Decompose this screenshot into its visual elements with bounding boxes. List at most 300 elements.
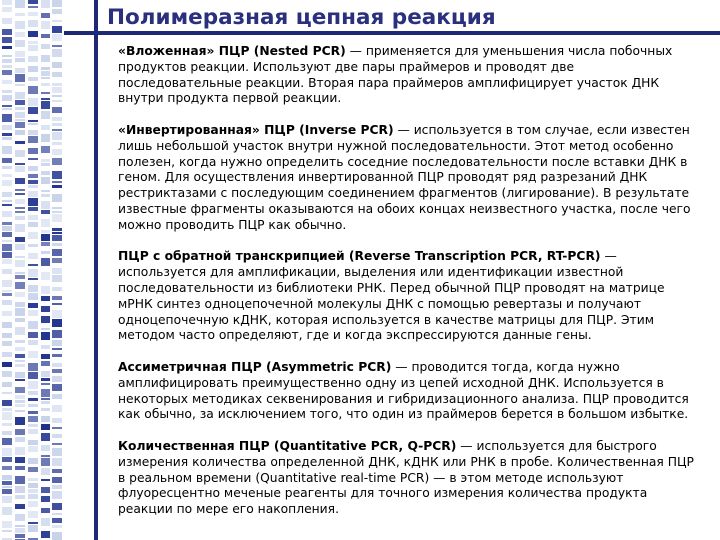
- gel-band: [52, 123, 62, 126]
- gel-band: [52, 477, 62, 483]
- gel-band: [52, 129, 62, 131]
- gel-band: [2, 200, 12, 202]
- gel-band: [41, 134, 50, 142]
- gel-band: [28, 191, 38, 197]
- gel-band: [15, 400, 25, 403]
- gel-band: [15, 244, 25, 250]
- gel-band: [52, 142, 62, 145]
- section-rt-pcr: [118, 249, 698, 344]
- section-text: — используется в том случае, если известен лишь небольшой участок внутри нужной последовательности. Этот метод особенно полезен, когда нужно определить соседние последовательности после вставки ДНК в геном. Для осуществления инвертированной ПЦР проводят ряд разрезаний ДНК рестриктазами с последующим соединением фрагментов (лигирование). В результате известные фрагменты оказываются на обоих концах неизвестного участка, после чего можно проводить ПЦР как обычно.: [118, 122, 691, 232]
- gel-band: [52, 34, 62, 41]
- gel-band: [2, 362, 12, 367]
- gel-band: [2, 507, 12, 515]
- gel-band: [52, 9, 62, 14]
- gel-band: [41, 354, 50, 359]
- gel-band: [41, 219, 50, 227]
- gel-band: [2, 252, 12, 258]
- gel-band: [15, 466, 25, 470]
- gel-band: [28, 56, 38, 62]
- gel-band: [15, 476, 25, 484]
- gel-band: [15, 68, 25, 73]
- gel-band: [2, 475, 12, 480]
- gel-band: [15, 302, 25, 307]
- dna-gel-decoration: [0, 0, 64, 540]
- gel-band: [52, 185, 62, 188]
- gel-band: [15, 260, 25, 267]
- gel-band: [41, 455, 50, 457]
- gel-band: [2, 80, 12, 84]
- gel-band: [41, 177, 50, 184]
- gel-band: [2, 174, 12, 177]
- gel-band: [2, 146, 12, 154]
- gel-band: [2, 37, 12, 43]
- gel-band: [52, 20, 62, 22]
- gel-band: [15, 372, 25, 378]
- gel-band: [28, 86, 38, 94]
- gel-band: [15, 130, 25, 135]
- section-term: «Вложенная» ПЦР (Nested PCR): [118, 44, 346, 58]
- gel-band: [41, 0, 50, 8]
- gel-band: [2, 311, 12, 316]
- gel-band: [52, 268, 62, 274]
- gel-band: [15, 528, 25, 533]
- gel-band: [41, 163, 50, 166]
- gel-band: [15, 141, 25, 144]
- gel-band: [28, 332, 38, 338]
- gel-band: [41, 316, 50, 323]
- gel-band: [15, 364, 25, 367]
- gel-band: [28, 174, 38, 178]
- gel-band: [41, 487, 50, 493]
- gel-band: [52, 45, 62, 47]
- gel-band: [15, 387, 25, 393]
- gel-band: [41, 272, 50, 280]
- gel-band: [52, 149, 62, 155]
- gel-band: [52, 518, 62, 523]
- gel-band: [52, 83, 62, 86]
- gel-band: [28, 107, 38, 114]
- gel-band: [28, 494, 38, 499]
- gel-band: [15, 211, 25, 213]
- gel-band: [15, 256, 25, 258]
- gel-band: [15, 379, 25, 381]
- gel-band: [2, 133, 12, 136]
- gel-band: [15, 40, 25, 47]
- content-body: [118, 44, 698, 534]
- gel-band: [2, 457, 12, 462]
- gel-band: [52, 62, 62, 68]
- gel-band: [41, 201, 50, 209]
- gel-band: [41, 433, 50, 441]
- gel-band: [15, 410, 25, 412]
- gel-band: [41, 398, 50, 400]
- gel-band: [2, 448, 12, 456]
- gel-band: [28, 98, 38, 106]
- gel-band: [41, 44, 50, 49]
- section-asymmetric-pcr: [118, 360, 698, 423]
- gel-band: [2, 322, 12, 328]
- section-quantitative-pcr: [118, 439, 698, 518]
- gel-band: [2, 259, 12, 264]
- gel-band: [28, 440, 38, 445]
- gel-band: [41, 67, 50, 70]
- section-term: «Инвертированная» ПЦР (Inverse PCR): [118, 122, 394, 137]
- gel-band: [2, 438, 12, 445]
- gel-band: [15, 486, 25, 493]
- gel-band: [52, 296, 62, 300]
- gel-band: [52, 243, 62, 246]
- gel-band: [52, 181, 62, 183]
- gel-band: [52, 434, 62, 438]
- gel-band: [28, 166, 38, 171]
- gel-band: [41, 71, 50, 76]
- gel-band: [15, 122, 25, 128]
- gel-band: [2, 486, 12, 488]
- gel-band: [41, 345, 50, 349]
- gel-band: [41, 361, 50, 366]
- gel-band: [2, 137, 12, 140]
- gel-band: [41, 111, 50, 119]
- section-term: Количественная ПЦР (Quantitative PCR, Q-PCR): [118, 438, 457, 453]
- gel-band: [2, 18, 12, 24]
- gel-band: [28, 398, 38, 401]
- gel-band: [52, 319, 62, 327]
- gel-band: [15, 178, 25, 184]
- gel-band: [2, 481, 12, 485]
- section-text: — применяется для уменьшения числа побочных продуктов реакции. Используют две пары праймеров и проводят две последовательные реакции. Вторая пара праймеров амплифицирует участок ДНК внутри продукта первой реакции.: [118, 44, 673, 106]
- gel-band: [28, 148, 38, 154]
- gel-band: [2, 530, 12, 532]
- gel-band: [28, 310, 38, 316]
- gel-band: [15, 525, 25, 527]
- gel-band: [15, 347, 25, 351]
- gel-band: [41, 332, 50, 340]
- gel-band: [41, 21, 50, 29]
- gel-band: [15, 74, 25, 82]
- gel-band: [28, 424, 38, 427]
- gel-band: [15, 308, 25, 316]
- gel-band: [41, 34, 50, 38]
- gel-band: [15, 275, 25, 279]
- gel-band: [2, 59, 12, 63]
- gel-band: [41, 401, 50, 404]
- gel-band: [15, 327, 25, 335]
- gel-band: [2, 226, 12, 231]
- gel-band: [28, 501, 38, 507]
- gel-band: [2, 125, 12, 130]
- gel-band: [28, 0, 38, 4]
- gel-band: [15, 340, 25, 343]
- gel-band: [2, 240, 12, 242]
- page-title: Полимеразная цепная реакция: [107, 5, 496, 30]
- gel-band: [15, 514, 25, 521]
- gel-band: [2, 412, 12, 420]
- gel-band: [15, 51, 25, 57]
- gel-band: [2, 293, 12, 296]
- gel-band: [2, 371, 12, 377]
- gel-band: [52, 287, 62, 291]
- gel-band: [52, 525, 62, 528]
- gel-band: [15, 429, 25, 435]
- gel-band: [2, 280, 12, 287]
- gel-band: [15, 457, 25, 463]
- gel-band: [15, 0, 25, 8]
- gel-band: [28, 381, 38, 389]
- gel-band: [15, 216, 25, 220]
- gel-band: [41, 194, 50, 197]
- gel-band: [15, 58, 25, 62]
- gel-band: [2, 400, 12, 406]
- gel-band: [52, 158, 62, 165]
- gel-band: [15, 318, 25, 322]
- section-term: Ассиметричная ПЦР (Asymmetric PCR): [118, 359, 392, 374]
- gel-band: [28, 293, 38, 300]
- gel-band: [52, 405, 62, 412]
- gel-band: [15, 395, 25, 399]
- gel-band: [52, 513, 62, 515]
- gel-band: [41, 146, 50, 153]
- gel-band: [41, 125, 50, 130]
- gel-band: [2, 204, 12, 206]
- gel-band: [41, 55, 50, 62]
- gel-band: [28, 489, 38, 493]
- gel-band: [2, 46, 12, 49]
- gel-band: [52, 491, 62, 499]
- gel-band: [52, 348, 62, 350]
- gel-band: [15, 199, 25, 204]
- gel-band: [41, 479, 50, 481]
- gel-band: [41, 458, 50, 466]
- gel-band: [41, 190, 50, 192]
- gel-band: [2, 408, 12, 411]
- vertical-rule: [94, 0, 98, 540]
- gel-band: [15, 534, 25, 538]
- gel-band: [2, 211, 12, 217]
- gel-band: [41, 286, 50, 294]
- gel-band: [52, 258, 62, 263]
- gel-band: [2, 29, 12, 35]
- gel-band: [15, 84, 25, 86]
- gel-band: [15, 272, 25, 274]
- section-text: — используется для амплификации, выделения или идентификации известной последовательности из библиотеки РНК. Перед обычной ПЦР проводят на матрице мРНК синтез одноцепочечной молекулы ДНК с помощью ревертазы и получают одноцепочечную кДНК, которая используется в качестве матрицы для ПЦР. Этим методом часто определяют, где и когда экспрессируются данные гены.: [118, 249, 665, 343]
- gel-band: [28, 467, 38, 472]
- gel-band: [52, 394, 62, 399]
- gel-band: [2, 341, 12, 346]
- section-text: — используется для быстрого измерения количества определенной ДНК, кДНК или РНК в пробе. Количественная ПЦР в реальном времени (Quantitative real-time PCR) — в этом методе используют флуоресцентно меченые реагенты для точного измерения количества продукта реакции по мере его накопления.: [118, 438, 694, 517]
- gel-band: [28, 207, 38, 211]
- gel-band: [15, 404, 25, 407]
- gel-band: [52, 49, 62, 57]
- gel-band: [52, 303, 62, 305]
- gel-band: [52, 458, 62, 466]
- section-nested-pcr: [118, 44, 698, 107]
- gel-band: [15, 207, 25, 209]
- gel-band: [28, 458, 38, 464]
- gel-band: [52, 207, 62, 209]
- gel-band: [41, 531, 50, 538]
- gel-band: [15, 224, 25, 232]
- gel-band: [2, 90, 12, 93]
- gel-band: [2, 114, 12, 122]
- gel-band: [28, 285, 38, 292]
- gel-band: [52, 232, 62, 234]
- gel-band: [41, 230, 50, 233]
- gel-band: [41, 251, 50, 254]
- gel-band: [41, 98, 50, 100]
- gel-band: [28, 511, 38, 518]
- gel-band: [28, 411, 38, 414]
- gel-band: [41, 445, 50, 451]
- gel-band: [41, 77, 50, 79]
- gel-band: [2, 244, 12, 251]
- gel-band: [28, 253, 38, 259]
- gel-band: [15, 447, 25, 455]
- gel-band: [41, 242, 50, 246]
- gel-band: [15, 417, 25, 425]
- gel-band: [28, 66, 38, 72]
- gel-band: [28, 303, 38, 308]
- gel-band: [28, 20, 38, 27]
- gel-band: [41, 83, 50, 86]
- gel-band: [52, 448, 62, 456]
- gel-band: [2, 108, 12, 110]
- gel-band: [28, 278, 38, 280]
- gel-band: [2, 180, 12, 186]
- gel-band: [28, 391, 38, 395]
- gel-band: [28, 158, 38, 160]
- gel-band: [28, 180, 38, 184]
- gel-band: [15, 282, 25, 289]
- gel-band: [2, 7, 12, 12]
- gel-band: [2, 466, 12, 470]
- gel-band: [28, 525, 38, 532]
- gel-band: [15, 189, 25, 191]
- gel-band: [41, 508, 50, 513]
- gel-band: [28, 45, 38, 51]
- gel-band: [28, 416, 38, 422]
- gel-band: [2, 290, 12, 292]
- gel-band: [52, 330, 62, 338]
- gel-band: [28, 31, 38, 37]
- gel-band: [15, 166, 25, 172]
- gel-band: [28, 136, 38, 143]
- gel-band: [15, 119, 25, 121]
- gel-band: [28, 222, 38, 227]
- gel-band: [52, 132, 62, 140]
- gel-band: [52, 310, 62, 318]
- gel-band: [52, 354, 62, 357]
- gel-band: [52, 275, 62, 282]
- gel-band: [28, 522, 38, 524]
- gel-band: [15, 92, 25, 99]
- gel-band: [52, 469, 62, 473]
- gel-band: [52, 87, 62, 93]
- gel-band: [28, 198, 38, 206]
- gel-band: [28, 372, 38, 379]
- gel-band: [15, 237, 25, 242]
- gel-band: [2, 423, 12, 426]
- gel-band: [2, 431, 12, 435]
- gel-band: [41, 296, 50, 301]
- gel-band: [2, 333, 12, 338]
- gel-band: [2, 392, 12, 394]
- section-text: — проводится тогда, когда нужно амплифицировать преимущественно одну из цепей исходной ДНК. Используется в некоторых методиках секвенирования и гибридизационного анализа. ПЦР проводится как обычно, за исключением того, что один из праймеров берется в большом избытке.: [118, 359, 689, 422]
- gel-band: [52, 214, 62, 222]
- gel-band: [28, 120, 38, 122]
- gel-band: [15, 21, 25, 29]
- gel-band: [52, 235, 62, 241]
- gel-band: [2, 192, 12, 197]
- gel-band: [41, 416, 50, 422]
- gel-band: [52, 211, 62, 213]
- section-term: ПЦР с обратной транскрипцией (Reverse Transcription PCR, RT-PCR): [118, 249, 601, 264]
- gel-band: [2, 496, 12, 503]
- gel-band: [2, 158, 12, 163]
- gel-band: [15, 354, 25, 358]
- gel-band: [41, 171, 50, 175]
- gel-band: [41, 159, 50, 162]
- gel-band: [2, 65, 12, 68]
- gel-band: [52, 443, 62, 445]
- gel-band: [2, 300, 12, 305]
- gel-band: [2, 382, 12, 387]
- gel-band: [2, 0, 12, 5]
- gel-band: [15, 107, 25, 110]
- gel-band: [52, 0, 62, 7]
- gel-band: [41, 378, 50, 381]
- gel-band: [52, 72, 62, 77]
- gel-band: [28, 363, 38, 371]
- gel-band: [41, 496, 50, 502]
- gel-band: [2, 222, 12, 225]
- gel-band: [2, 269, 12, 274]
- gel-band: [52, 228, 62, 231]
- gel-band: [15, 495, 25, 499]
- gel-band: [15, 193, 25, 195]
- gel-band: [52, 340, 62, 346]
- gel-band: [52, 427, 62, 429]
- gel-band: [28, 77, 38, 81]
- gel-band: [2, 489, 12, 494]
- gel-band: [41, 92, 50, 94]
- gel-band: [28, 6, 38, 8]
- gel-band: [28, 340, 38, 345]
- gel-band: [15, 13, 25, 16]
- gel-band: [15, 437, 25, 442]
- gel-band: [2, 521, 12, 528]
- gel-band: [28, 41, 38, 44]
- gel-band: [41, 389, 50, 397]
- gel-band: [28, 483, 38, 488]
- gel-band: [28, 269, 38, 277]
- gel-band: [52, 532, 62, 540]
- gel-band: [41, 13, 50, 18]
- gel-band: [52, 171, 62, 179]
- gel-band: [52, 100, 62, 102]
- section-inverse-pcr: [118, 123, 698, 234]
- gel-band: [28, 264, 38, 266]
- gel-band: [52, 384, 62, 391]
- gel-band: [52, 363, 62, 367]
- gel-band: [52, 418, 62, 423]
- gel-band: [2, 232, 12, 237]
- gel-band: [28, 429, 38, 434]
- gel-band: [15, 292, 25, 297]
- gel-band: [41, 210, 50, 214]
- gel-band: [41, 258, 50, 266]
- gel-band: [15, 112, 25, 118]
- gel-band: [41, 424, 50, 430]
